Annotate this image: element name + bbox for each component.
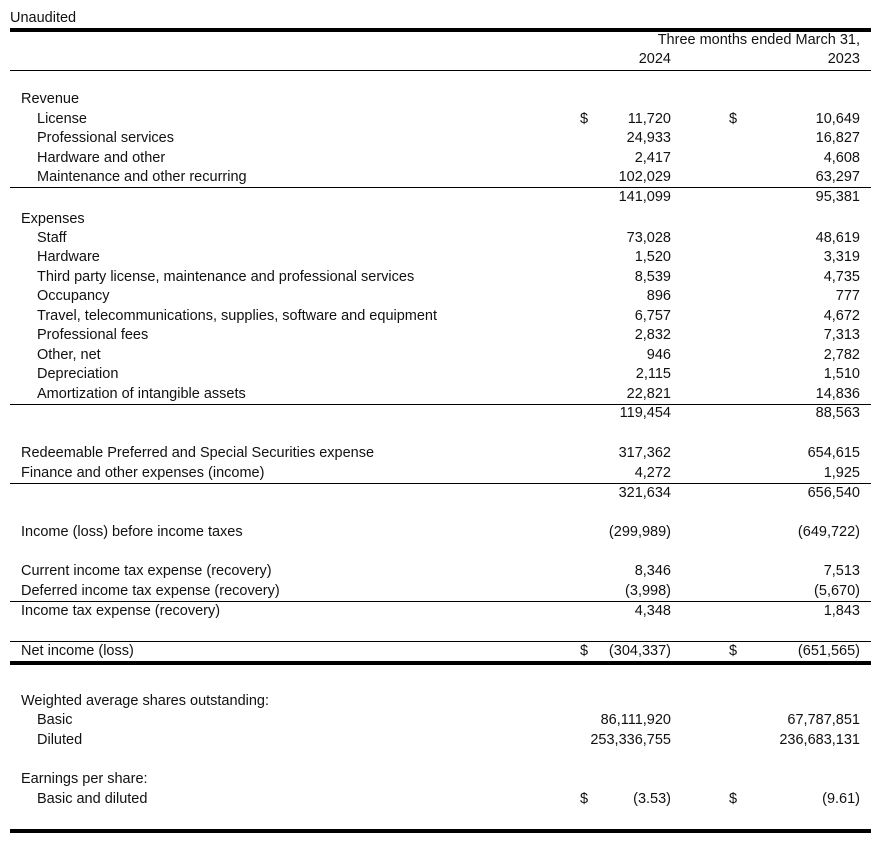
row-label: Other, net [37, 347, 101, 363]
row-label: Current income tax expense (recovery) [21, 563, 272, 579]
row-label: Diluted [37, 732, 83, 748]
value-2023: 16,827 [815, 130, 860, 146]
row-label: Maintenance and other recurring [37, 169, 247, 185]
total-2023: 656,540 [807, 485, 860, 501]
row-label: Professional fees [37, 327, 149, 343]
net-income-top-rule [10, 641, 871, 642]
currency-symbol: $ [729, 643, 738, 659]
period-label: Three months ended March 31, [657, 32, 860, 48]
header-rule [10, 70, 871, 71]
value-2023: 777 [835, 288, 860, 304]
row-label: Net income (loss) [21, 643, 134, 659]
row-label: Professional services [37, 130, 174, 146]
value-2023: 3,319 [823, 249, 860, 265]
section-title-revenue: Revenue [21, 91, 80, 107]
value-2024: 2,417 [634, 150, 671, 166]
section-title-shares: Weighted average shares outstanding: [21, 693, 270, 709]
total-2023: 88,563 [815, 405, 860, 421]
currency-symbol: $ [580, 111, 589, 127]
bottom-rule [10, 829, 871, 833]
total-2023: 95,381 [815, 189, 860, 205]
total-2024: 321,634 [618, 485, 671, 501]
value-2023: 48,619 [815, 230, 860, 246]
value-2023: 7,313 [823, 327, 860, 343]
row-label: Redeemable Preferred and Special Securities expense [21, 445, 375, 461]
value-2023: 654,615 [807, 445, 860, 461]
row-label: Third party license, maintenance and professional services [37, 269, 415, 285]
value-2024: 24,933 [626, 130, 671, 146]
value-2023: 2,782 [823, 347, 860, 363]
value-2023: 63,297 [815, 169, 860, 185]
row-label: Basic and diluted [37, 791, 148, 807]
value-2024: 86,111,920 [600, 712, 671, 728]
value-2024: 4,272 [634, 465, 671, 481]
currency-symbol: $ [580, 791, 589, 807]
value-2024: 11,720 [627, 111, 671, 127]
value-2024: 2,832 [634, 327, 671, 343]
value-2023: 236,683,131 [779, 732, 860, 748]
total-2024: 4,348 [634, 603, 671, 619]
row-label: Occupancy [37, 288, 110, 304]
value-2024: 896 [646, 288, 671, 304]
currency-symbol: $ [729, 791, 738, 807]
value-2024: 253,336,755 [590, 732, 671, 748]
row-label: Finance and other expenses (income) [21, 465, 265, 481]
net-income-bottom-rule [10, 661, 871, 665]
subtotal-rule [10, 483, 871, 484]
value-2023: 4,672 [823, 308, 860, 324]
column-header-2023: 2023 [827, 51, 860, 67]
section-title-eps: Earnings per share: [21, 771, 148, 787]
value-2024: 317,362 [618, 445, 671, 461]
subtotal-rule [10, 404, 871, 405]
row-label: License [37, 111, 87, 127]
row-label: Travel, telecommunications, supplies, software and equipment [37, 308, 438, 324]
value-2023: 14,836 [815, 386, 860, 402]
value-2024: 8,539 [634, 269, 671, 285]
value-2024: 102,029 [618, 169, 671, 185]
unaudited-note: Unaudited [10, 10, 77, 26]
total-2024: 141,099 [618, 189, 671, 205]
row-label: Hardware [37, 249, 100, 265]
value-2024: (3.53) [633, 791, 671, 807]
value-2023: 4,735 [823, 269, 860, 285]
value-2024: 946 [646, 347, 671, 363]
column-header-2024: 2024 [638, 51, 671, 67]
row-label: Income (loss) before income taxes [21, 524, 243, 540]
value-2023: (649,722) [797, 524, 860, 540]
row-label: Income tax expense (recovery) [21, 603, 221, 619]
value-2023: 1,510 [823, 366, 860, 382]
row-label: Depreciation [37, 366, 119, 382]
value-2024: 22,821 [626, 386, 671, 402]
value-2024: (304,337) [608, 643, 671, 659]
value-2024: 2,115 [635, 366, 671, 382]
value-2023: 1,925 [823, 465, 860, 481]
currency-symbol: $ [729, 111, 738, 127]
row-label: Basic [37, 712, 73, 728]
value-2023: 10,649 [815, 111, 860, 127]
value-2023: (9.61) [822, 791, 860, 807]
value-2023: 67,787,851 [787, 712, 860, 728]
total-2024: 119,454 [619, 405, 671, 421]
value-2024: 73,028 [626, 230, 671, 246]
subtotal-rule [10, 187, 871, 188]
currency-symbol: $ [580, 643, 589, 659]
total-2023: 1,843 [823, 603, 860, 619]
value-2024: 6,757 [634, 308, 671, 324]
row-label: Amortization of intangible assets [37, 386, 246, 402]
row-label: Hardware and other [37, 150, 166, 166]
value-2023: 7,513 [823, 563, 860, 579]
row-label: Deferred income tax expense (recovery) [21, 583, 280, 599]
value-2024: (299,989) [608, 524, 671, 540]
value-2024: (3,998) [625, 583, 671, 599]
value-2023: (5,670) [814, 583, 860, 599]
row-label: Staff [37, 230, 67, 246]
value-2023: 4,608 [823, 150, 860, 166]
value-2024: 8,346 [634, 563, 671, 579]
value-2023: (651,565) [797, 643, 860, 659]
value-2024: 1,520 [634, 249, 671, 265]
section-title-expenses: Expenses [21, 211, 85, 227]
